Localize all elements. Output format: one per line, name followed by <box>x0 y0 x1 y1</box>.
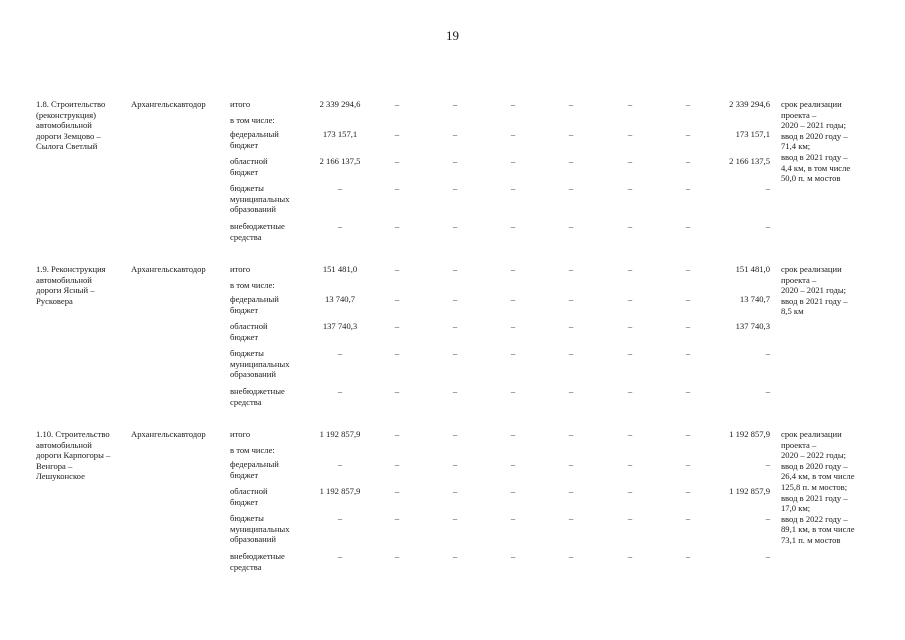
year-value-dash: – <box>627 513 633 523</box>
year-value-dash: – <box>627 129 633 139</box>
year-value-dash: – <box>510 294 516 304</box>
funding-source-label: бюджеты муниципальных образований <box>230 513 290 545</box>
year-value-dash: – <box>394 156 400 166</box>
year-value-dash: – <box>685 294 691 304</box>
year-value-dash: – <box>394 348 400 358</box>
year-value-dash: – <box>452 221 458 231</box>
year-value-dash: – <box>510 264 516 274</box>
year-value-dash: – <box>627 321 633 331</box>
year-value-dash: – <box>394 429 400 439</box>
year-value-dash: – <box>568 513 574 523</box>
year-value-dash: – <box>452 294 458 304</box>
project-note: срок реализации проекта – 2020 – 2021 годы; ввод в 2021 году – 8,5 км <box>781 264 848 317</box>
year-value-dash: – <box>627 294 633 304</box>
year-value-dash: – <box>394 513 400 523</box>
funding-source-label: итого <box>230 264 251 274</box>
year-value-dash: – <box>510 551 516 561</box>
funding-source-label: внебюджетные средства <box>230 386 285 407</box>
amount-final: 2 339 294,6 <box>729 99 770 109</box>
amount-final: – <box>765 183 770 193</box>
year-value-dash: – <box>452 321 458 331</box>
amount-final: – <box>765 386 770 396</box>
year-value-dash: – <box>685 183 691 193</box>
year-value-dash: – <box>394 459 400 469</box>
year-value-dash: – <box>452 156 458 166</box>
year-value-dash: – <box>685 513 691 523</box>
amount-final: 1 192 857,9 <box>729 486 770 496</box>
year-value-dash: – <box>568 429 574 439</box>
year-value-dash: – <box>627 386 633 396</box>
project-title: 1.9. Реконструкция автомобильной дороги Ясный – Русковера <box>36 264 106 306</box>
year-value-dash: – <box>685 459 691 469</box>
year-value-dash: – <box>452 486 458 496</box>
amount-final: 173 157,1 <box>735 129 770 139</box>
year-value-dash: – <box>452 99 458 109</box>
year-value-dash: – <box>627 348 633 358</box>
funding-source-label: бюджеты муниципальных образований <box>230 348 290 380</box>
year-value-dash: – <box>452 459 458 469</box>
year-value-dash: – <box>510 459 516 469</box>
year-value-dash: – <box>568 221 574 231</box>
amount-final: 151 481,0 <box>735 264 770 274</box>
amount-final: 1 192 857,9 <box>729 429 770 439</box>
year-value-dash: – <box>568 129 574 139</box>
funding-source-label: федеральный бюджет <box>230 459 279 480</box>
year-value-dash: – <box>685 486 691 496</box>
year-value-dash: – <box>627 264 633 274</box>
year-value-dash: – <box>394 221 400 231</box>
year-value-dash: – <box>394 486 400 496</box>
amount-total: 137 740,3 <box>322 321 358 331</box>
executor: Архангельскавтодор <box>131 429 206 439</box>
year-value-dash: – <box>685 386 691 396</box>
year-value-dash: – <box>452 386 458 396</box>
amount-final: 13 740,7 <box>739 294 770 304</box>
year-value-dash: – <box>627 99 633 109</box>
year-value-dash: – <box>685 429 691 439</box>
amount-total: 13 740,7 <box>324 294 356 304</box>
amount-total: 1 192 857,9 <box>319 429 361 439</box>
year-value-dash: – <box>685 264 691 274</box>
funding-source-label: областной бюджет <box>230 321 268 342</box>
year-value-dash: – <box>568 294 574 304</box>
funding-source-label: внебюджетные средства <box>230 221 285 242</box>
year-value-dash: – <box>394 183 400 193</box>
amount-final: 2 166 137,5 <box>729 156 770 166</box>
year-value-dash: – <box>627 183 633 193</box>
year-value-dash: – <box>452 429 458 439</box>
year-value-dash: – <box>685 99 691 109</box>
executor: Архангельскавтодор <box>131 99 206 109</box>
year-value-dash: – <box>510 386 516 396</box>
funding-source-label: областной бюджет <box>230 156 268 177</box>
amount-total: – <box>337 221 343 231</box>
amount-total: – <box>337 459 343 469</box>
year-value-dash: – <box>394 386 400 396</box>
year-value-dash: – <box>394 551 400 561</box>
year-value-dash: – <box>568 99 574 109</box>
project-note: срок реализации проекта – 2020 – 2022 годы; ввод в 2020 году – 26,4 км, в том числе 125,8 п. м мостов; ввод в 2021 году – 17,0 км; ввод в 2022 году – 89,1 км, в том числе 73,1 п. м мостов <box>781 429 855 545</box>
amount-total: 2 166 137,5 <box>319 156 361 166</box>
year-value-dash: – <box>452 183 458 193</box>
project-title: 1.8. Строительство (реконструкция) автомобильной дороги Земцово – Сылога Светлый <box>36 99 106 152</box>
funding-source-label: бюджеты муниципальных образований <box>230 183 290 215</box>
amount-total: 2 339 294,6 <box>319 99 361 109</box>
amount-total: 151 481,0 <box>322 264 358 274</box>
year-value-dash: – <box>568 264 574 274</box>
year-value-dash: – <box>510 129 516 139</box>
amount-final: – <box>765 221 770 231</box>
amount-total: – <box>337 551 343 561</box>
year-value-dash: – <box>510 221 516 231</box>
year-value-dash: – <box>510 99 516 109</box>
funding-source-label: федеральный бюджет <box>230 129 279 150</box>
year-value-dash: – <box>452 513 458 523</box>
year-value-dash: – <box>627 429 633 439</box>
year-value-dash: – <box>452 129 458 139</box>
amount-total: – <box>337 386 343 396</box>
year-value-dash: – <box>568 386 574 396</box>
funding-source-label: итого <box>230 99 251 109</box>
year-value-dash: – <box>510 348 516 358</box>
year-value-dash: – <box>394 129 400 139</box>
year-value-dash: – <box>685 221 691 231</box>
executor: Архангельскавтодор <box>131 264 206 274</box>
amount-final: – <box>765 459 770 469</box>
year-value-dash: – <box>627 221 633 231</box>
funding-source-label: итого <box>230 429 251 439</box>
year-value-dash: – <box>568 348 574 358</box>
year-value-dash: – <box>394 264 400 274</box>
year-value-dash: – <box>685 321 691 331</box>
year-value-dash: – <box>452 264 458 274</box>
amount-total: – <box>337 348 343 358</box>
amount-final: 137 740,3 <box>735 321 770 331</box>
year-value-dash: – <box>627 551 633 561</box>
amount-final: – <box>765 513 770 523</box>
amount-total: 1 192 857,9 <box>319 486 361 496</box>
funding-source-label: в том числе: <box>230 280 275 290</box>
year-value-dash: – <box>510 321 516 331</box>
year-value-dash: – <box>510 429 516 439</box>
year-value-dash: – <box>568 459 574 469</box>
amount-final: – <box>765 348 770 358</box>
funding-source-label: в том числе: <box>230 115 275 125</box>
amount-total: – <box>337 513 343 523</box>
year-value-dash: – <box>568 183 574 193</box>
project-note: срок реализации проекта – 2020 – 2021 годы; ввод в 2020 году – 71,4 км; ввод в 2021 году – 4,4 км, в том числе 50,0 п. м мостов <box>781 99 851 184</box>
year-value-dash: – <box>510 183 516 193</box>
page-number: 19 <box>446 28 459 43</box>
year-value-dash: – <box>510 156 516 166</box>
year-value-dash: – <box>685 348 691 358</box>
year-value-dash: – <box>568 156 574 166</box>
year-value-dash: – <box>452 348 458 358</box>
year-value-dash: – <box>510 513 516 523</box>
year-value-dash: – <box>510 486 516 496</box>
year-value-dash: – <box>627 156 633 166</box>
year-value-dash: – <box>394 294 400 304</box>
year-value-dash: – <box>627 486 633 496</box>
amount-total: 173 157,1 <box>322 129 358 139</box>
year-value-dash: – <box>568 551 574 561</box>
amount-final: – <box>765 551 770 561</box>
funding-source-label: в том числе: <box>230 445 275 455</box>
project-title: 1.10. Строительство автомобильной дороги Карпогоры – Венгора – Лешуконское <box>36 429 111 482</box>
year-value-dash: – <box>685 129 691 139</box>
year-value-dash: – <box>394 99 400 109</box>
year-value-dash: – <box>685 551 691 561</box>
year-value-dash: – <box>568 321 574 331</box>
funding-source-label: федеральный бюджет <box>230 294 279 315</box>
funding-source-label: областной бюджет <box>230 486 268 507</box>
year-value-dash: – <box>685 156 691 166</box>
year-value-dash: – <box>627 459 633 469</box>
year-value-dash: – <box>394 321 400 331</box>
year-value-dash: – <box>568 486 574 496</box>
amount-total: – <box>337 183 343 193</box>
year-value-dash: – <box>452 551 458 561</box>
funding-source-label: внебюджетные средства <box>230 551 285 572</box>
